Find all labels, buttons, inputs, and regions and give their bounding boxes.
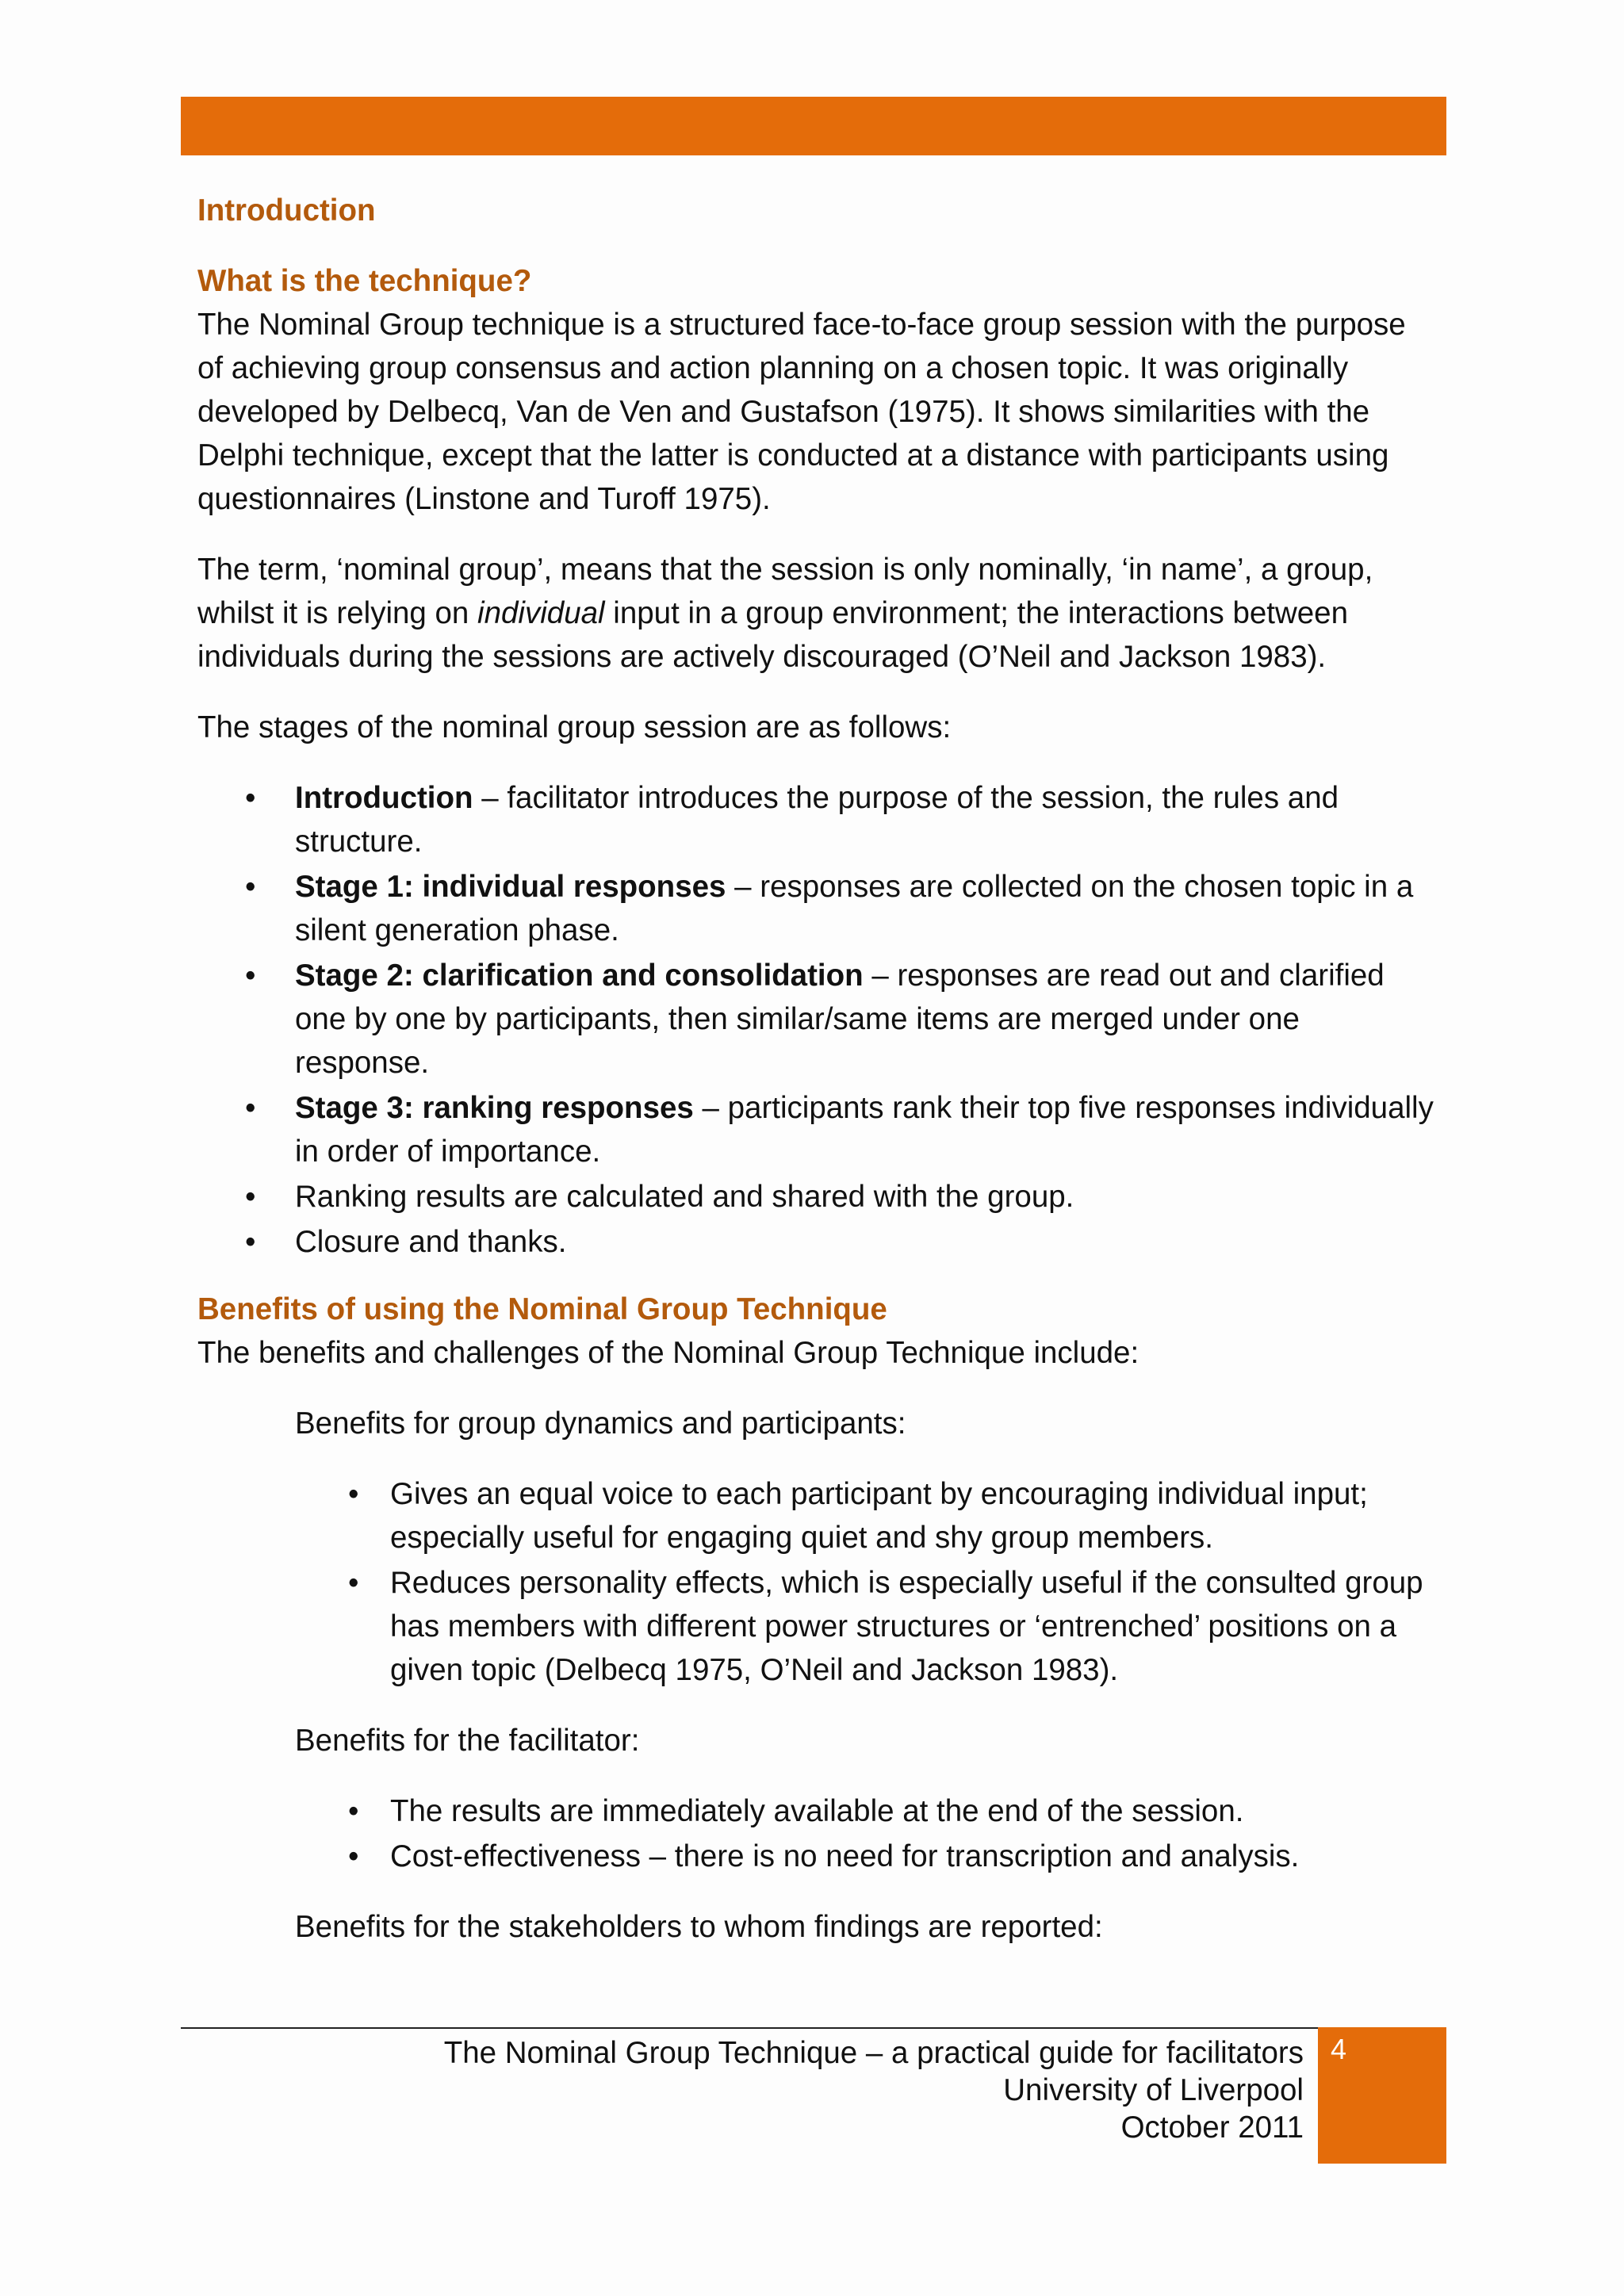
- stage-text: – responses are read out and clarified one by one by participants, then similar/same items are merged under one response.: [295, 959, 1385, 1080]
- paragraph-definition: The Nominal Group technique is a structured face-to-face group session with the purpose of achieving group consensus and action planning on a chosen topic. It was originally developed by Delbecq, Van de Ven and Gustafson (1975). It shows similarities with the Delphi technique, except that the latter is conducted at a distance with participants using questionnaires (Linstone and Turoff 1975).: [197, 308, 1406, 516]
- paragraph-benefits-intro: The benefits and challenges of the Nominal Group Technique include:: [197, 1336, 1139, 1370]
- section-title: Introduction: [197, 193, 376, 228]
- stage-text: Ranking results are calculated and shared with the group.: [295, 1180, 1074, 1214]
- list-item: [197, 1220, 1434, 1264]
- page-number-box: [1318, 2027, 1446, 2164]
- stage-title: Stage 2: clarification and consolidation: [295, 959, 864, 993]
- bullet-icon: •: [245, 1091, 256, 1125]
- nominal-term-text-a: The term, ‘nominal group’, means that the session is only nominally, ‘in name’, a group, whilst it is relying on: [197, 553, 1373, 630]
- page-number: 4: [1331, 2033, 1347, 2065]
- stage-title: Stage 3: ranking responses: [295, 1091, 694, 1125]
- stage-text: – facilitator introduces the purpose of the session, the rules and structure.: [295, 781, 1339, 859]
- facilitator-benefits-list: [197, 1789, 1434, 1878]
- label-facilitator-benefits: Benefits for the facilitator:: [295, 1724, 640, 1758]
- list-item: [197, 865, 1434, 952]
- bullet-icon: •: [348, 1794, 359, 1828]
- stage-text: – participants rank their top five responses individually in order of importance.: [295, 1091, 1434, 1169]
- bullet-icon: •: [245, 959, 256, 993]
- list-item: [197, 1086, 1434, 1173]
- nominal-term-emphasis: individual: [477, 596, 605, 630]
- bullet-icon: •: [245, 781, 256, 815]
- label-stakeholder-benefits: Benefits for the stakeholders to whom findings are reported:: [295, 1910, 1103, 1944]
- heading-what-is: What is the technique?: [197, 264, 532, 298]
- footer-document-title: The Nominal Group Technique – a practical guide for facilitators: [443, 2036, 1304, 2070]
- benefit-text: Cost-effectiveness – there is no need for transcription and analysis.: [390, 1839, 1300, 1873]
- bullet-icon: •: [348, 1477, 359, 1511]
- list-item: [197, 1175, 1434, 1219]
- bullet-icon: •: [348, 1839, 359, 1873]
- list-item: [197, 954, 1434, 1085]
- footer-divider: [181, 2027, 1320, 2029]
- bullet-icon: •: [348, 1566, 359, 1600]
- group-benefits-list: [197, 1472, 1434, 1692]
- bullet-icon: •: [245, 1180, 256, 1214]
- footer: [444, 2034, 1304, 2146]
- nominal-term-text-b: input in a group environment; the interactions between individuals during the sessions are actively discouraged (O’Neil and Jackson 1983).: [197, 596, 1349, 674]
- list-item: [197, 1835, 1434, 1878]
- page-content: [197, 189, 1434, 1949]
- bullet-icon: •: [245, 870, 256, 904]
- list-item: [197, 1561, 1434, 1692]
- stage-text: Closure and thanks.: [295, 1225, 567, 1259]
- label-group-benefits: Benefits for group dynamics and participants:: [295, 1406, 906, 1441]
- stages-list: [197, 776, 1434, 1264]
- stage-title: Introduction: [295, 781, 473, 815]
- benefit-text: The results are immediately available at the end of the session.: [390, 1794, 1244, 1828]
- footer-date: October 2011: [1120, 2110, 1304, 2145]
- paragraph-nominal-term: [197, 548, 1434, 679]
- header-accent-bar: [181, 97, 1446, 155]
- list-item: [197, 1789, 1434, 1833]
- bullet-icon: •: [245, 1225, 256, 1259]
- benefit-text: Reduces personality effects, which is especially useful if the consulted group has members with different power structures or ‘entrenched’ positions on a given topic (Delbecq 1975, O’Neil and Jackson 1983).: [390, 1566, 1423, 1687]
- stage-text: – responses are collected on the chosen topic in a silent generation phase.: [295, 870, 1414, 947]
- list-item: [197, 1472, 1434, 1559]
- stage-title: Stage 1: individual responses: [295, 870, 726, 904]
- paragraph-stages-intro: The stages of the nominal group session are as follows:: [197, 710, 952, 744]
- list-item: [197, 776, 1434, 863]
- benefit-text: Gives an equal voice to each participant by encouraging individual input; especially useful for engaging quiet and shy group members.: [390, 1477, 1368, 1555]
- footer-institution: University of Liverpool: [1003, 2073, 1304, 2107]
- heading-benefits: Benefits of using the Nominal Group Technique: [197, 1292, 887, 1326]
